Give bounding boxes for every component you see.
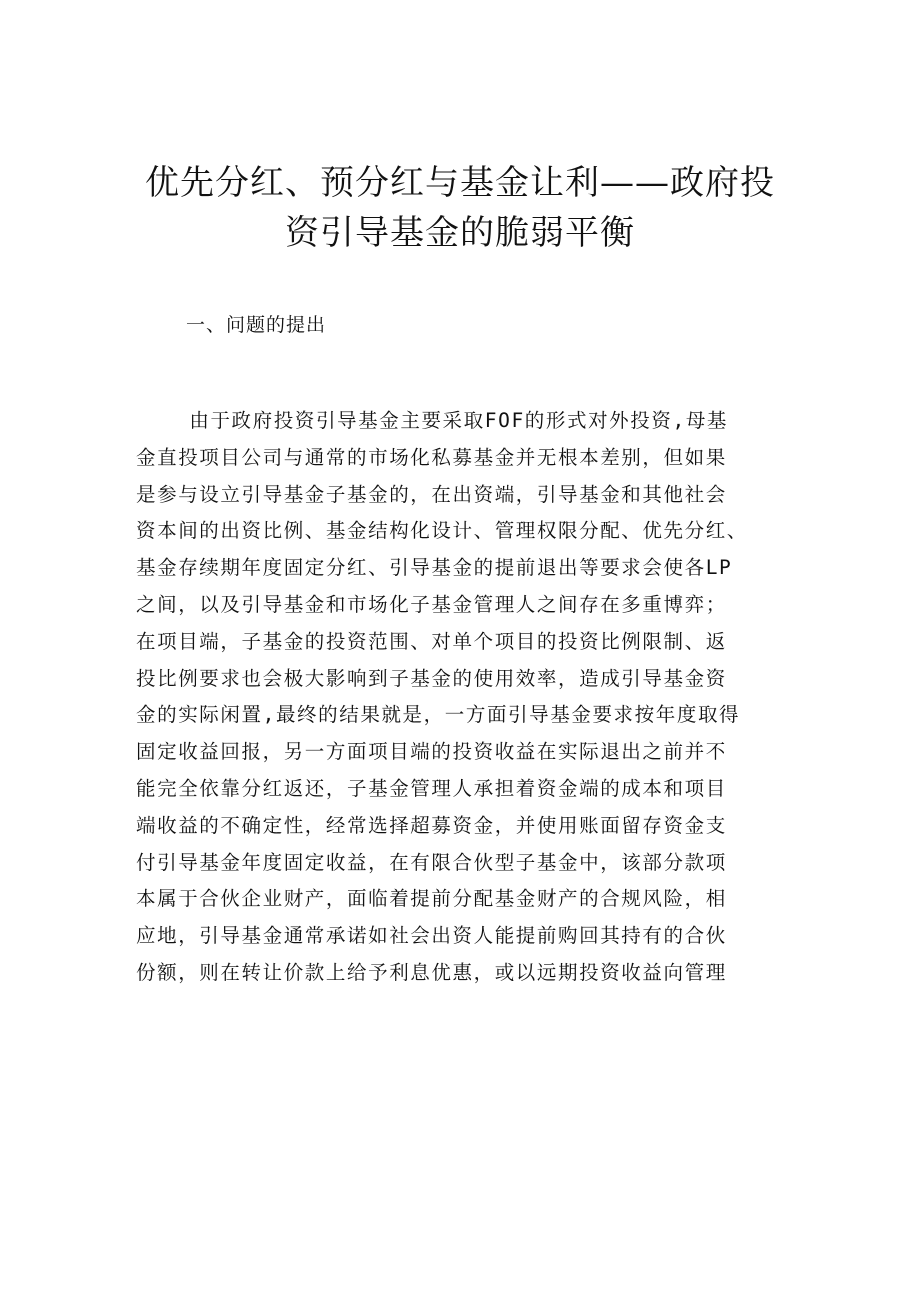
paragraph-line: 基金存续期年度固定分红、引导基金的提前退出等要求会使各LP <box>136 556 733 580</box>
paragraph-line: 是参与设立引导基金子基金的，在出资端，引导基金和其他社会 <box>136 482 727 506</box>
paragraph-line: 付引导基金年度固定收益，在有限合伙型子基金中，该部分款项 <box>136 850 727 874</box>
title-line-2: 资引导基金的脆弱平衡 <box>285 213 635 253</box>
paragraph-line: 应地，引导基金通常承诺如社会出资人能提前购回其持有的合伙 <box>136 924 727 948</box>
paragraph-line: 之间，以及引导基金和市场化子基金管理人之间存在多重博弈； <box>136 592 727 616</box>
paragraph-line: 在项目端，子基金的投资范围、对单个项目的投资比例限制、返 <box>136 629 727 653</box>
paragraph-line: 份额，则在转让价款上给予利息优惠，或以远期投资收益向管理 <box>136 960 727 984</box>
paragraph-line: 端收益的不确定性，经常选择超募资金，并使用账面留存资金支 <box>136 813 727 837</box>
section-heading: 一、问题的提出 <box>186 314 327 336</box>
paragraph-line: 本属于合伙企业财产，面临着提前分配基金财产的合规风险，相 <box>136 887 727 911</box>
paragraph-line: 固定收益回报，另一方面项目端的投资收益在实际退出之前并不 <box>136 740 727 764</box>
document-title <box>100 158 820 258</box>
title-line-1: 优先分红、预分红与基金让利——政府投 <box>145 163 775 203</box>
paragraph-line: 资本间的出资比例、基金结构化设计、管理权限分配、优先分红、 <box>136 519 748 543</box>
paragraph-line: 能完全依靠分红返还，子基金管理人承担着资金端的成本和项目 <box>136 776 727 800</box>
paragraph-line: 金直投项目公司与通常的市场化私募基金并无根本差别，但如果 <box>136 445 727 469</box>
body-paragraph <box>136 403 816 992</box>
paragraph-line: 投比例要求也会极大影响到子基金的使用效率，造成引导基金资 <box>136 666 727 690</box>
paragraph-line: 由于政府投资引导基金主要采取FOF的形式对外投资,母基 <box>136 409 729 432</box>
paragraph-line: 金的实际闲置,最终的结果就是，一方面引导基金要求按年度取得 <box>136 703 741 727</box>
